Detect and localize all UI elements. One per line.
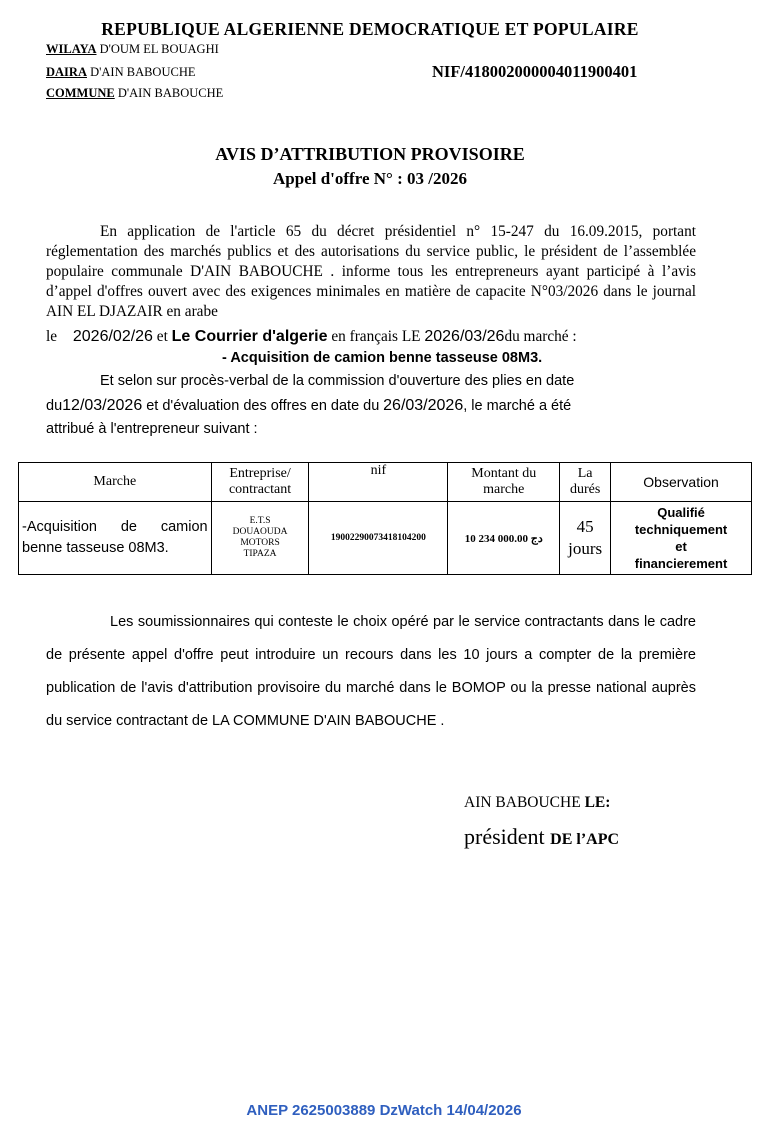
signature-place-name: AIN BABOUCHE — [464, 794, 581, 811]
daira-line — [46, 65, 196, 80]
observation-line-2: techniquement — [634, 522, 728, 537]
publication-date-fr: 2026/03/26 — [424, 328, 505, 345]
signature-place — [464, 794, 610, 812]
col-header-marche: Marche — [19, 463, 212, 502]
wilaya-label: WILAYA — [46, 42, 97, 56]
col-header-observation: Observation — [611, 463, 752, 502]
signature-title — [464, 824, 619, 850]
evaluation-text: et d'évaluation des offres en date du — [142, 398, 380, 414]
evaluation-date: 26/03/2026 — [383, 397, 464, 414]
col-header-nif: nif — [309, 463, 448, 502]
cell-duree — [560, 502, 611, 575]
le-word: le — [46, 328, 58, 345]
pv-line-1: Et selon sur procès-verbal de la commission d'ouverture des plies en date — [100, 373, 575, 389]
tender-number: Appel d'offre N° : 03 /2026 — [273, 169, 467, 188]
du-word: du — [46, 398, 63, 414]
publication-date-ar: 2026/02/26 — [72, 328, 153, 345]
republic-heading: REPUBLIQUE ALGERIENNE DEMOCRATIQUE ET POPULAIRE — [101, 19, 639, 39]
cell-marche: -Acquisition de camion benne tasseuse 08M3. — [19, 502, 212, 575]
entreprise-line-2: DOUAOUDA — [232, 527, 288, 537]
recours-paragraph: Les soumissionnaires qui conteste le choix opéré par le service contractants dans le cadre de présente appel d'offre peut introduire un recours dans les 10 jours a compter de la première publication de l'avis d'attribution provisoire du marché dans le BOMOP ou la presse national auprès du service contractant de LA COMMUNE D'AIN BABOUCHE . — [46, 614, 696, 729]
intro-paragraph: En application de l'article 65 du décret présidentiel n° 15-247 du 16.09.2015, portant réglementation des marchés publics et des autorisations du service public, le président de l’assemblée populaire communale D'AIN BABOUCHE . informe tous les entrepreneurs ayant participé à l’avis d’appel d'offres ouvert avec des exigences minimales en matière de capacite N°03/2026 dans le journal AIN EL DJAZAIR en arabe — [46, 223, 696, 320]
col-header-duree: La durés — [560, 463, 611, 502]
wilaya-value: D'OUM EL BOUAGHI — [96, 42, 219, 56]
nif-number: NIF/418002000004011900401 — [432, 62, 638, 81]
col-header-entreprise: Entreprise/ contractant — [211, 463, 309, 502]
et-word: et — [156, 328, 168, 345]
cell-nif: 19002290073418104200 — [309, 502, 448, 575]
marche-label: du marché : — [504, 328, 577, 345]
journal-name: Le Courrier d'algerie — [171, 328, 328, 345]
opening-date: 12/03/2026 — [62, 397, 143, 414]
table-header-row — [19, 463, 752, 502]
daira-value: D'AIN BABOUCHE — [86, 65, 196, 79]
observation-line-4: financierement — [634, 556, 728, 571]
commune-line — [46, 86, 223, 101]
observation-line-3: et — [675, 539, 687, 554]
francais-label: en français LE — [331, 328, 421, 345]
signature-apc: DE l’APC — [550, 831, 620, 848]
wilaya-line — [46, 42, 219, 57]
publication-line — [46, 328, 577, 346]
pv-line-3: attribué à l'entrepreneur suivant : — [46, 421, 258, 437]
document-title: AVIS D’ATTRIBUTION PROVISOIRE — [215, 144, 525, 164]
entreprise-line-1: E.T.S — [249, 516, 271, 526]
signature-le: LE: — [584, 794, 611, 811]
col-header-montant: Montant du marche — [448, 463, 560, 502]
anep-footer: ANEP 2625003889 DzWatch 14/04/2026 — [246, 1102, 522, 1119]
attribution-table — [18, 462, 752, 575]
cell-observation — [611, 502, 752, 575]
entreprise-line-4: TIPAZA — [243, 549, 277, 559]
duree-unit: jours — [568, 539, 603, 558]
daira-label: DAIRA — [46, 65, 87, 79]
cell-montant: 10 234 000.00 دج — [448, 502, 560, 575]
cell-entreprise — [211, 502, 309, 575]
observation-line-1: Qualifié — [657, 505, 705, 520]
pv-line-2 — [46, 397, 571, 415]
duree-number: 45 — [576, 517, 594, 536]
commune-label: COMMUNE — [46, 86, 115, 100]
attribue-text: , le marché a été — [463, 398, 572, 414]
entreprise-line-3: MOTORS — [240, 538, 280, 548]
commune-value: D'AIN BABOUCHE — [114, 86, 224, 100]
signature-president: président — [464, 824, 545, 849]
table-row — [19, 502, 752, 575]
contract-object: - Acquisition de camion benne tasseuse 08M3. — [222, 350, 543, 366]
